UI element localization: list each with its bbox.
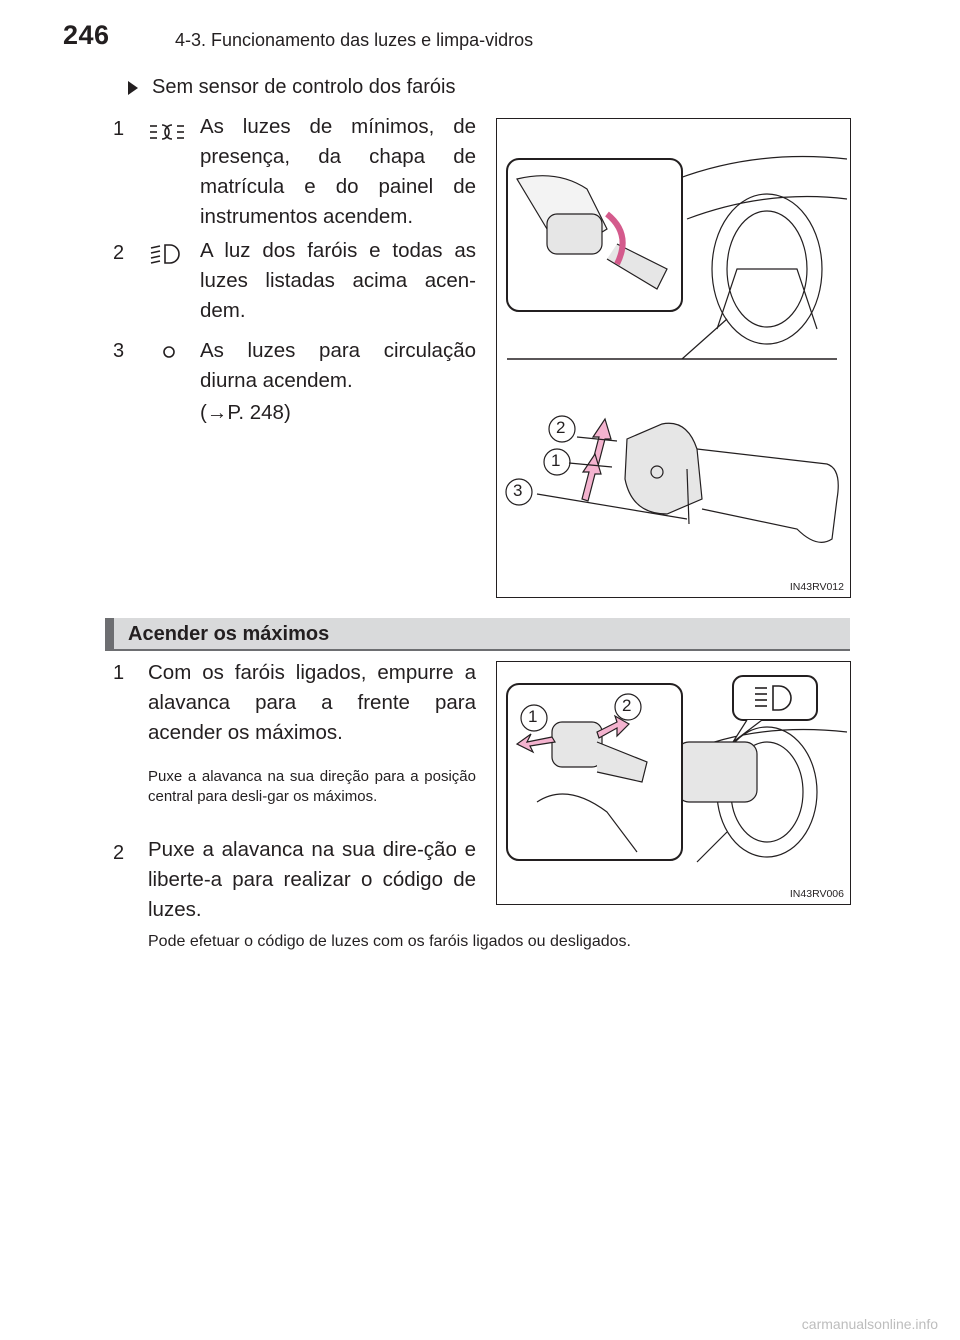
footer-note: Pode efetuar o código de luzes com os faróis ligados ou desligados. bbox=[148, 933, 631, 950]
page-reference: (→P. 248) bbox=[200, 401, 291, 424]
figure-id: IN43RV012 bbox=[789, 581, 844, 593]
figure-id: IN43RV006 bbox=[789, 888, 844, 900]
headlight-switch-illustration bbox=[497, 119, 850, 597]
page-number: 246 bbox=[63, 20, 110, 50]
item-number: 1 bbox=[113, 662, 125, 684]
item-2-text: A luz dos faróis e todas as luzes listadas acima acen-dem. bbox=[200, 239, 476, 322]
subsection-title: Sem sensor de controlo dos faróis bbox=[152, 76, 456, 98]
high-beam-step-1: Com os faróis ligados, empurre a alavanca para a frente para acender os máximos. bbox=[148, 661, 476, 744]
callout-label: 2 bbox=[556, 418, 566, 437]
high-beam-illustration bbox=[497, 662, 850, 904]
high-beam-step-2: Puxe a alavanca na sua dire-ção e liberte-a para realizar o código de luzes. bbox=[148, 838, 476, 921]
low-beam-icon bbox=[148, 242, 186, 266]
item-number: 1 bbox=[113, 118, 125, 140]
subsection-heading bbox=[128, 76, 456, 99]
triangle-bullet-icon bbox=[128, 81, 138, 95]
item-1-text: As luzes de mínimos, de presença, da chapa de matrícula e do painel de instrumentos acendem. bbox=[200, 115, 476, 228]
parking-lights-icon bbox=[148, 122, 186, 142]
callout-label: 2 bbox=[622, 696, 632, 715]
item-number: 3 bbox=[113, 340, 125, 362]
watermark: carmanualsonline.info bbox=[801, 1316, 938, 1332]
drl-off-icon bbox=[162, 345, 176, 359]
callout-label: 1 bbox=[528, 707, 538, 726]
item-number: 2 bbox=[113, 842, 125, 864]
chapter-header: 4-3. Funcionamento das luzes e limpa-vidros bbox=[175, 30, 534, 50]
item-3-text: As luzes para circulação diurna acendem. bbox=[200, 339, 476, 392]
callout-label: 1 bbox=[551, 451, 561, 470]
callout-label: 3 bbox=[513, 481, 523, 500]
figure-headlight-switch bbox=[496, 118, 851, 598]
section-title: Acender os máximos bbox=[128, 623, 330, 645]
high-beam-note: Puxe a alavanca na sua direção para a posição central para desli-gar os máximos. bbox=[148, 768, 476, 805]
section-heading bbox=[105, 618, 850, 651]
figure-high-beam bbox=[496, 661, 851, 905]
item-number: 2 bbox=[113, 242, 125, 264]
